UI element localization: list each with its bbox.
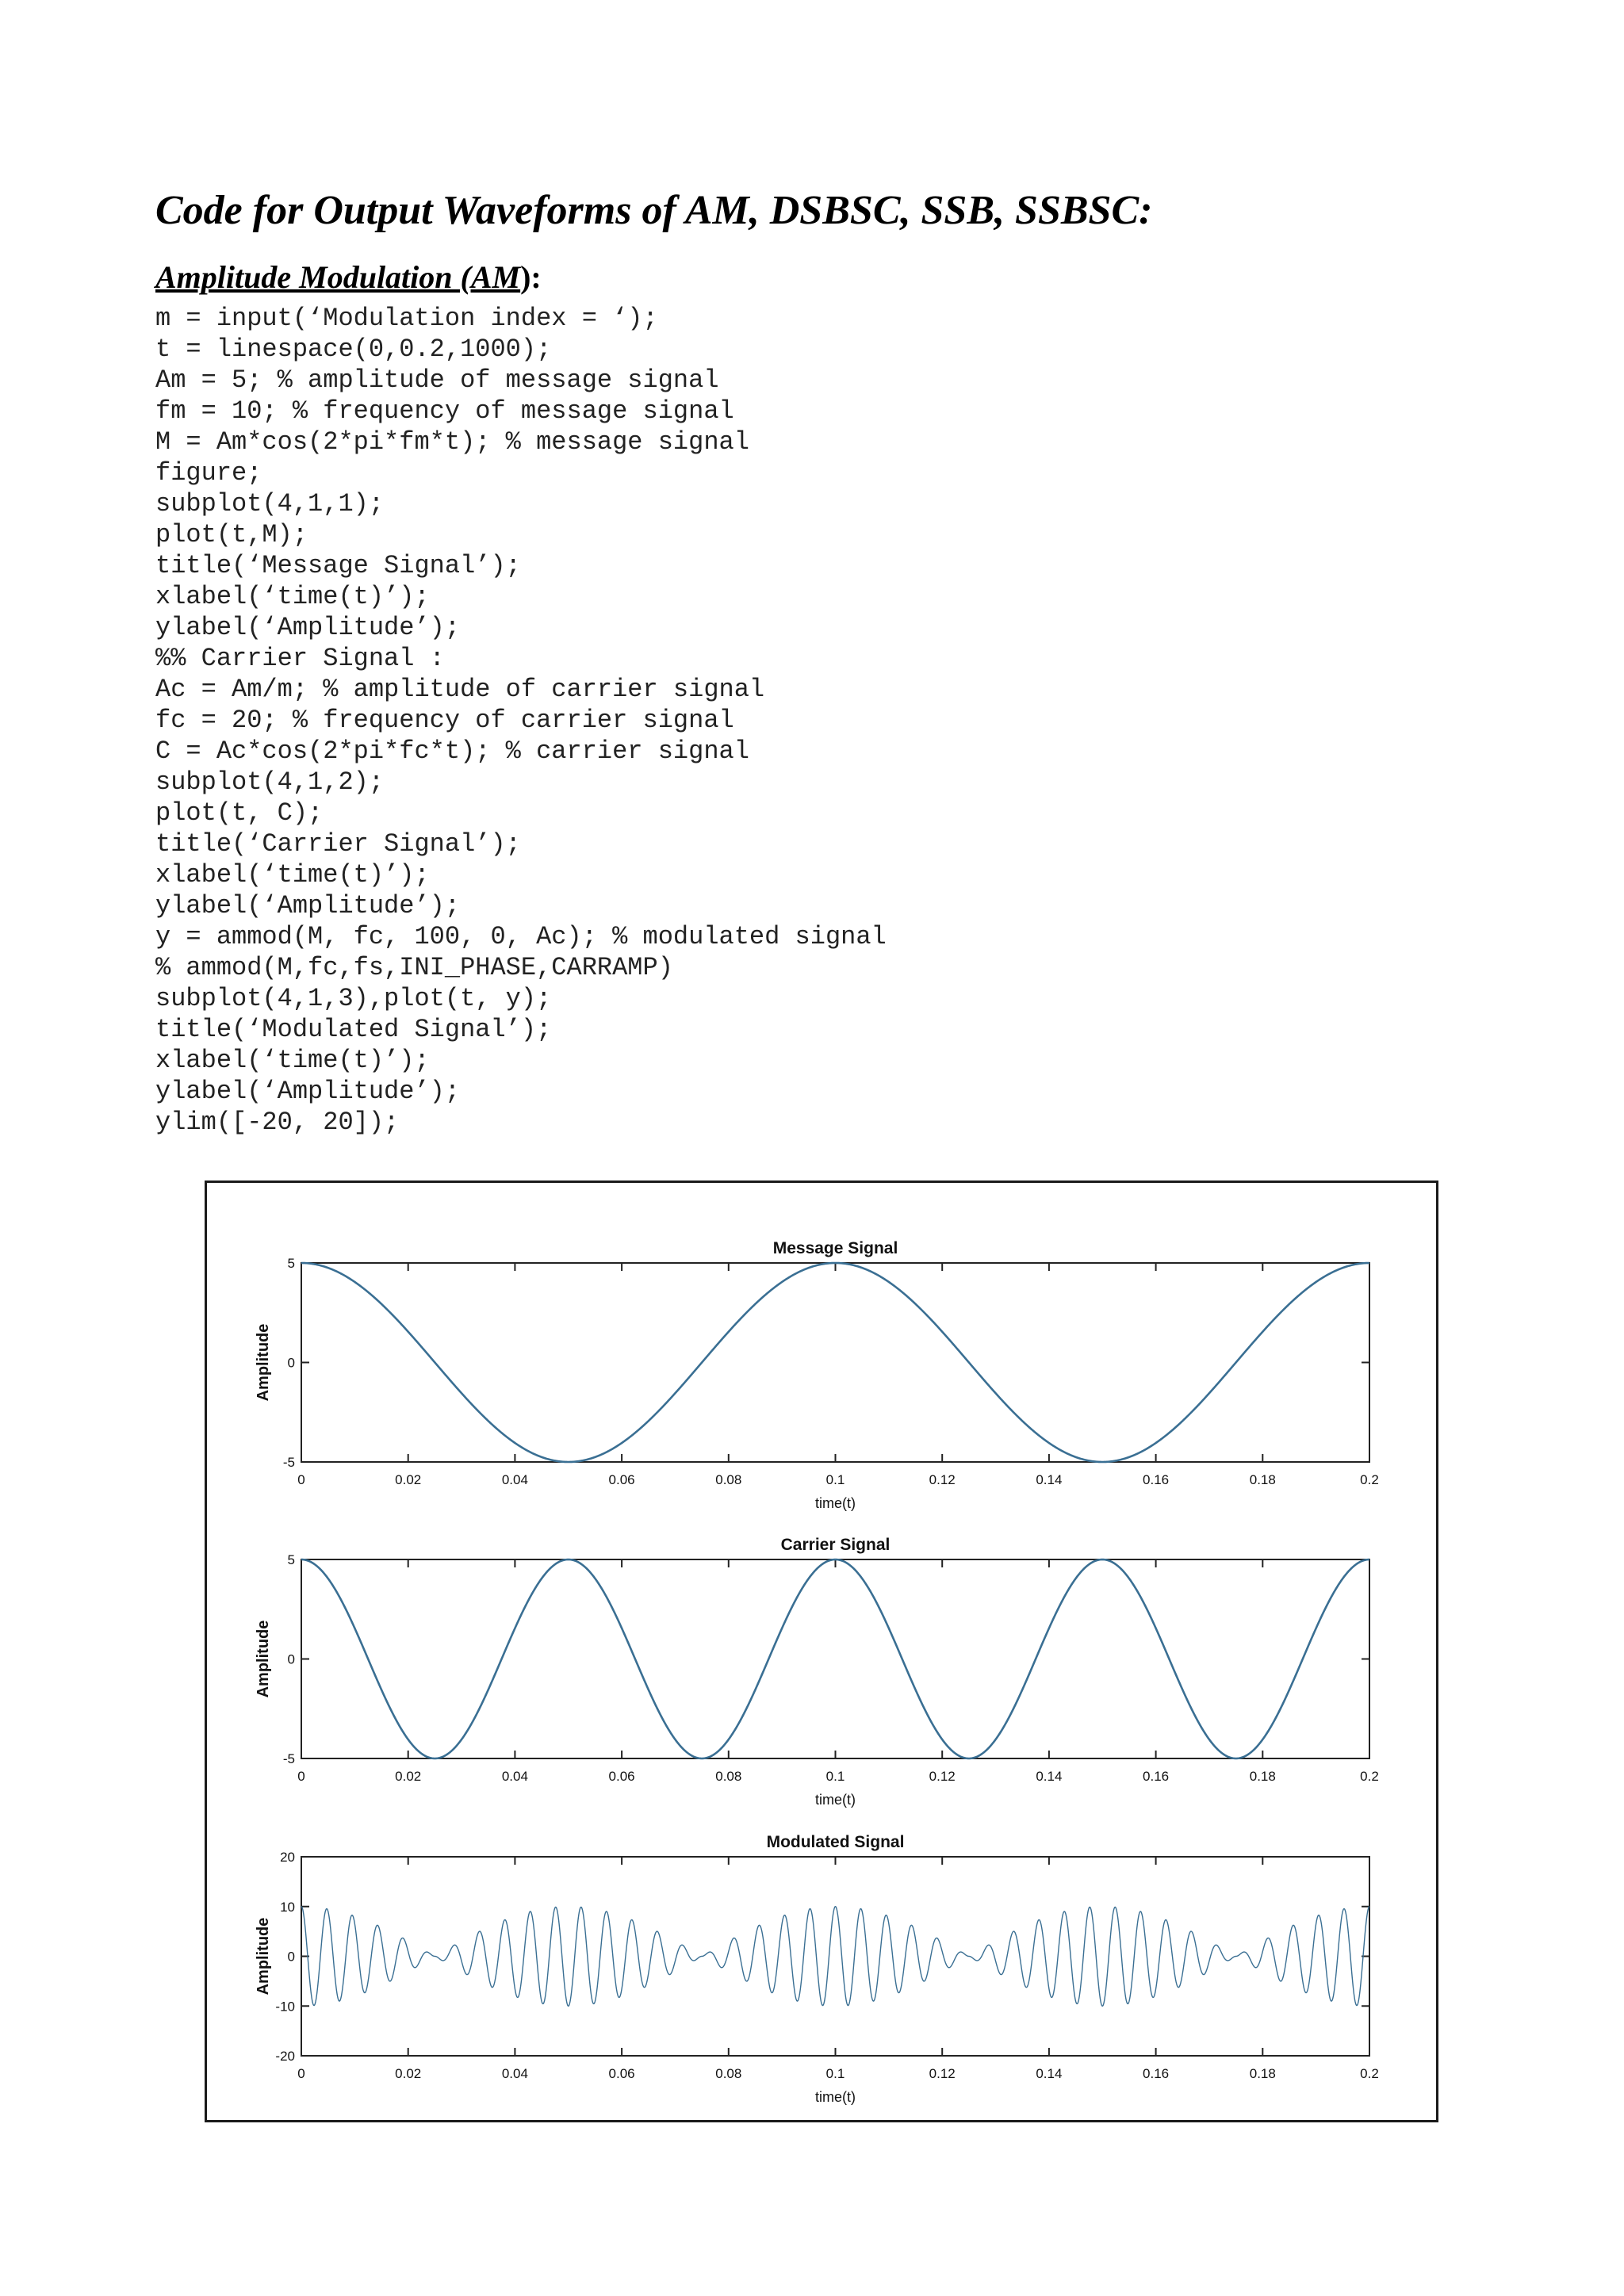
code-line: xlabel(‘time(t)’); — [155, 860, 430, 890]
modulated-x-tick-label: 0.16 — [1143, 2066, 1170, 2081]
message-x-tick-label: 0.14 — [1036, 1472, 1063, 1487]
modulated-y-tick-label: 10 — [280, 1899, 295, 1915]
carrier-x-tick-label: 0.08 — [715, 1769, 742, 1784]
message-y-tick-label: 0 — [287, 1355, 295, 1371]
carrier-x-tick-label: 0.06 — [608, 1769, 635, 1784]
message-x-tick-label: 0.1 — [825, 1472, 845, 1487]
code-line: figure; — [155, 458, 262, 488]
modulated-y-tick-label: 20 — [280, 1850, 295, 1865]
modulated-y-tick-label: -20 — [275, 2049, 295, 2064]
carrier-x-tick-label: 0.14 — [1036, 1769, 1063, 1784]
code-line: fm = 10; % frequency of message signal — [155, 396, 734, 426]
modulated-y-tick-label: -10 — [275, 1999, 295, 2015]
message-plot-area — [301, 1263, 1369, 1462]
code-line: ylabel(‘Amplitude’); — [155, 613, 461, 642]
code-line: ylim([-20, 20]); — [155, 1108, 400, 1137]
code-line: title(‘Message Signal’); — [155, 551, 521, 580]
modulated-x-tick-label: 0.18 — [1249, 2066, 1276, 2081]
modulated-x-tick-label: 0 — [297, 2066, 305, 2081]
message-signal-line — [301, 1263, 1369, 1462]
code-line: Ac = Am/m; % amplitude of carrier signal — [155, 675, 765, 704]
code-line: xlabel(‘time(t)’); — [155, 1046, 430, 1075]
modulated-plot-area — [301, 1857, 1369, 2056]
message-y-tick-label: -5 — [282, 1455, 295, 1470]
modulated-y-tick-label: 0 — [287, 1949, 295, 1965]
carrier-y-tick-label: 5 — [287, 1552, 295, 1567]
modulated-x-tick-label: 0.04 — [501, 2066, 528, 2081]
code-block — [155, 303, 887, 1138]
message-y-axis-label: Amplitude — [255, 1323, 272, 1402]
section-heading-label: Amplitude Modulation (AM — [155, 259, 521, 295]
modulated-x-tick-label: 0.2 — [1360, 2066, 1379, 2081]
message-y-tick-label: 5 — [287, 1256, 295, 1271]
figure-canvas — [207, 1183, 1436, 2120]
modulated-x-tick-label: 0.14 — [1036, 2066, 1063, 2081]
code-line: ylabel(‘Amplitude’); — [155, 891, 461, 920]
message-x-tick-label: 0.02 — [395, 1472, 422, 1487]
code-line: Am = 5; % amplitude of message signal — [155, 365, 719, 395]
code-line: xlabel(‘time(t)’); — [155, 582, 430, 611]
carrier-title: Carrier Signal — [780, 1536, 891, 1554]
message-x-tick-label: 0.04 — [501, 1472, 528, 1487]
code-line: C = Ac*cos(2*pi*fc*t); % carrier signal — [155, 737, 749, 766]
modulated-x-axis-label: time(t) — [815, 2089, 856, 2105]
code-line: M = Am*cos(2*pi*fm*t); % message signal — [155, 427, 749, 457]
code-line: y = ammod(M, fc, 100, 0, Ac); % modulated signal — [155, 922, 887, 951]
code-line: subplot(4,1,1); — [155, 489, 385, 519]
code-line: m = input(‘Modulation index = ‘); — [155, 304, 658, 333]
message-x-tick-label: 0.08 — [715, 1472, 742, 1487]
modulated-x-tick-label: 0.08 — [715, 2066, 742, 2081]
section-heading-tail: ): — [520, 259, 542, 295]
carrier-x-tick-label: 0.16 — [1143, 1769, 1170, 1784]
carrier-y-axis-label: Amplitude — [255, 1620, 272, 1698]
carrier-plot-area — [301, 1559, 1369, 1758]
code-line: plot(t,M); — [155, 520, 308, 549]
code-line: plot(t, C); — [155, 798, 324, 828]
carrier-x-tick-label: 0.04 — [501, 1769, 528, 1784]
code-line: title(‘Modulated Signal’); — [155, 1015, 552, 1044]
carrier-y-tick-label: 0 — [287, 1651, 295, 1667]
code-line: t = linespace(0,0.2,1000); — [155, 335, 552, 364]
modulated-title: Modulated Signal — [766, 1833, 905, 1851]
code-line: % ammod(M,fc,fs,INI_PHASE,CARRAMP) — [155, 953, 673, 982]
carrier-x-axis-label: time(t) — [815, 1792, 856, 1808]
carrier-signal-line — [301, 1559, 1369, 1758]
code-line: fc = 20; % frequency of carrier signal — [155, 706, 734, 735]
message-title: Message Signal — [772, 1239, 898, 1257]
modulated-signal-line — [301, 1907, 1369, 2007]
document-title: Code for Output Waveforms of AM, DSBSC, SSB, SSBSC: — [155, 188, 1153, 233]
section-heading — [155, 258, 542, 296]
carrier-x-tick-label: 0.2 — [1360, 1769, 1379, 1784]
code-line: subplot(4,1,2); — [155, 767, 385, 797]
code-line: %% Carrier Signal : — [155, 644, 445, 673]
figure — [205, 1181, 1438, 2122]
modulated-y-axis-label: Amplitude — [255, 1917, 272, 1996]
message-x-tick-label: 0.06 — [608, 1472, 635, 1487]
code-line: title(‘Carrier Signal’); — [155, 829, 521, 859]
modulated-x-tick-label: 0.02 — [395, 2066, 422, 2081]
message-x-tick-label: 0.18 — [1249, 1472, 1276, 1487]
message-x-tick-label: 0 — [297, 1472, 305, 1487]
code-line: ylabel(‘Amplitude’); — [155, 1077, 461, 1106]
modulated-x-tick-label: 0.06 — [608, 2066, 635, 2081]
message-x-tick-label: 0.12 — [929, 1472, 956, 1487]
modulated-x-tick-label: 0.12 — [929, 2066, 956, 2081]
message-x-tick-label: 0.16 — [1143, 1472, 1170, 1487]
modulated-x-tick-label: 0.1 — [825, 2066, 845, 2081]
carrier-x-tick-label: 0.02 — [395, 1769, 422, 1784]
carrier-y-tick-label: -5 — [282, 1751, 295, 1766]
carrier-x-tick-label: 0 — [297, 1769, 305, 1784]
carrier-x-tick-label: 0.1 — [825, 1769, 845, 1784]
code-line: subplot(4,1,3),plot(t, y); — [155, 984, 552, 1013]
carrier-x-tick-label: 0.18 — [1249, 1769, 1276, 1784]
carrier-x-tick-label: 0.12 — [929, 1769, 956, 1784]
message-x-axis-label: time(t) — [815, 1495, 856, 1511]
message-x-tick-label: 0.2 — [1360, 1472, 1379, 1487]
